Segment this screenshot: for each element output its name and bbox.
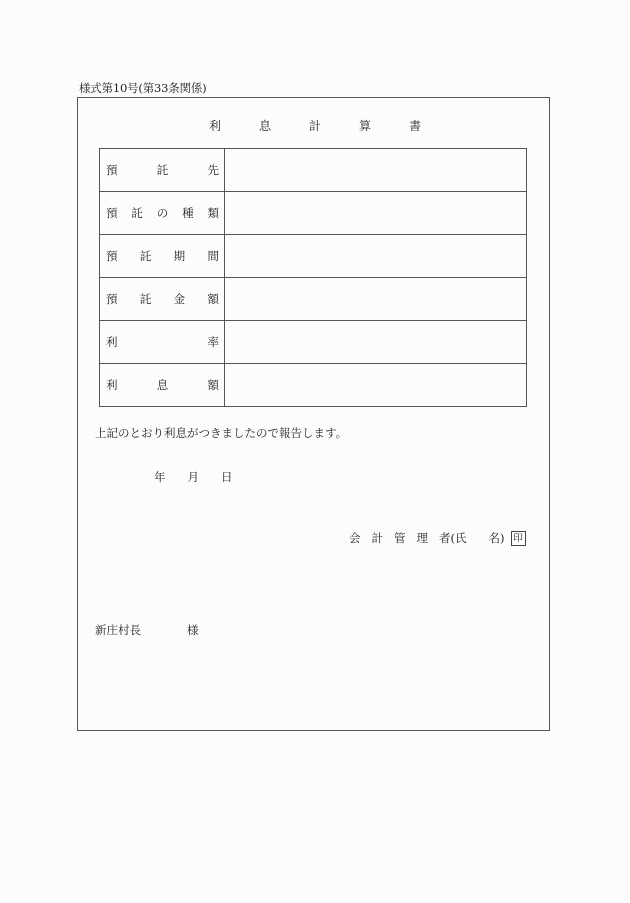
deposit-destination-field[interactable] [225, 149, 527, 192]
label-char: 金 [173, 292, 186, 306]
title-char: 計 [308, 119, 321, 133]
title-char: 算 [359, 119, 372, 133]
interest-amount-field[interactable] [225, 364, 527, 407]
role-char: 計 [371, 531, 383, 545]
label-char: の [156, 206, 169, 220]
role-char: 者 [439, 531, 451, 545]
label-char: 額 [207, 378, 219, 392]
row-deposit-period [100, 235, 527, 278]
row-interest-amount [100, 364, 527, 407]
addressee [95, 622, 199, 638]
day-label: 日 [221, 470, 233, 484]
accountant-signature [349, 530, 526, 546]
year-label: 年 [154, 470, 166, 484]
role-char: 理 [416, 531, 428, 545]
label-char: 預 [106, 292, 118, 306]
label-char: 間 [207, 249, 219, 263]
date-line [154, 469, 255, 485]
label-char: 類 [207, 206, 219, 220]
row-deposit-amount [100, 278, 527, 321]
deposit-period-field[interactable] [225, 235, 527, 278]
label-char: 預 [106, 249, 118, 263]
addressee-name: 新庄村長 [95, 623, 141, 637]
title-char: 息 [258, 119, 271, 133]
label-char: 利 [106, 335, 118, 349]
label-char: 利 [106, 378, 118, 392]
label-char: 額 [207, 292, 219, 306]
deposit-info-table [99, 148, 527, 407]
seal-mark: 印 [511, 531, 526, 546]
title-char: 利 [208, 119, 221, 133]
form-number: 様式第10号(第33条関係) [79, 81, 207, 95]
title-char: 書 [409, 119, 422, 133]
name-open: (氏 [450, 531, 467, 545]
label-char: 息 [156, 378, 169, 392]
honorific: 様 [187, 623, 199, 637]
label-char: 率 [207, 335, 219, 349]
row-deposit-type [100, 192, 527, 235]
month-label: 月 [187, 470, 199, 484]
report-statement: 上記のとおり利息がつきましたので報告します。 [95, 426, 348, 440]
label-char: 預 [106, 206, 118, 220]
label-char: 託 [156, 163, 169, 177]
label-char: 託 [131, 206, 143, 220]
document-title [0, 117, 630, 134]
name-close: 名) [488, 531, 505, 545]
label-char: 期 [173, 249, 186, 263]
deposit-type-field[interactable] [225, 192, 527, 235]
interest-rate-field[interactable] [225, 321, 527, 364]
deposit-amount-field[interactable] [225, 278, 527, 321]
label-char: 先 [207, 163, 219, 177]
label-char: 種 [182, 206, 194, 220]
role-char: 管 [394, 531, 406, 545]
label-char: 託 [139, 292, 152, 306]
row-interest-rate [100, 321, 527, 364]
row-deposit-destination [100, 149, 527, 192]
label-char: 預 [106, 163, 118, 177]
label-char: 託 [139, 249, 152, 263]
role-char: 会 [349, 531, 361, 545]
